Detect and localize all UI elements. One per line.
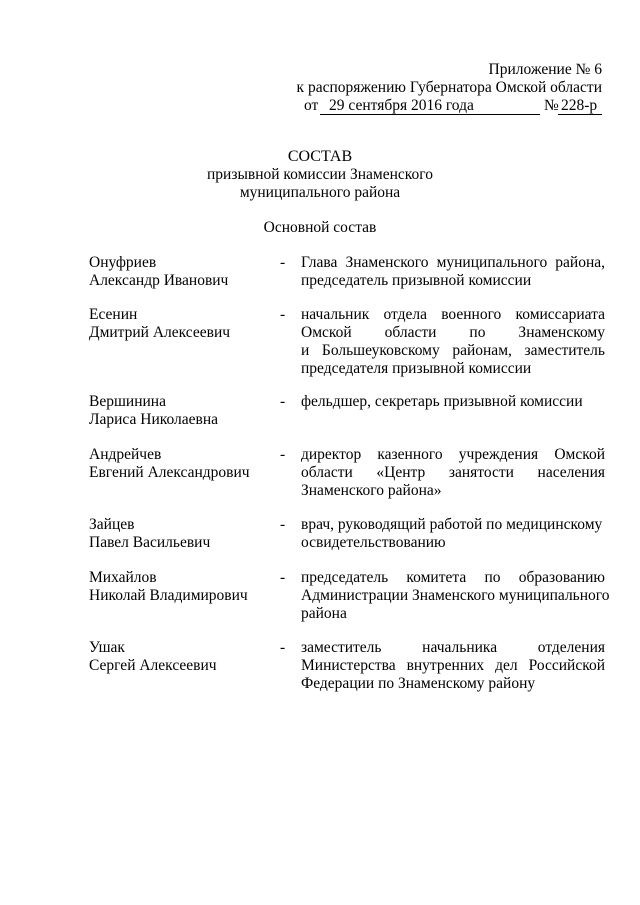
- member-name: [89, 306, 279, 342]
- role-line: области «Центр занятости населения: [301, 464, 605, 481]
- section-heading: Основной состав: [263, 219, 377, 236]
- member-given-name: Лариса Николаевна: [89, 411, 219, 428]
- role-line: фельдшер, секретарь призывной комиссии: [301, 393, 583, 410]
- member-role: [301, 254, 605, 290]
- member-surname: Онуфриев: [89, 254, 157, 271]
- member-surname: Вершинина: [89, 393, 166, 410]
- role-line: Знаменского района»: [301, 482, 442, 499]
- appendix-order-ref: к распоряжению Губернатора Омской области: [296, 79, 602, 96]
- role-line: Федерации по Знаменскому району: [301, 675, 536, 692]
- dash-separator: -: [280, 254, 286, 271]
- member-role: [301, 516, 605, 552]
- member-given-name: Сергей Алексеевич: [89, 657, 217, 674]
- role-line: Министерства внутренних дел Российской: [301, 657, 605, 674]
- member-given-name: Павел Васильевич: [89, 534, 211, 551]
- member-name: [89, 569, 279, 605]
- appendix-header: [297, 61, 602, 97]
- role-line: Администрации Знаменского муниципального: [301, 587, 610, 604]
- member-role: [301, 393, 605, 411]
- role-line: директор казенного учреждения Омской: [301, 446, 605, 463]
- order-date-line: [304, 97, 602, 115]
- dash-separator: -: [280, 569, 286, 586]
- role-line: председатель комитета по образованию: [301, 569, 605, 586]
- role-line: освидетельствованию: [301, 534, 446, 551]
- member-name: [89, 446, 279, 482]
- member-given-name: Евгений Александрович: [89, 464, 250, 481]
- dash-separator: -: [280, 516, 286, 533]
- member-given-name: Николай Владимирович: [89, 587, 248, 604]
- member-given-name: Дмитрий Алексеевич: [89, 324, 231, 341]
- order-date: 29 сентября 2016 года: [329, 97, 474, 114]
- appendix-number: Приложение № 6: [488, 61, 602, 78]
- role-line: Глава Знаменского муниципального района,: [301, 254, 605, 271]
- role-line: председатель призывной комиссии: [301, 272, 532, 289]
- member-role: [301, 306, 605, 378]
- member-surname: Есенин: [89, 306, 138, 323]
- member-role: [301, 639, 605, 693]
- role-line: района: [301, 605, 347, 622]
- title-line-2: призывной комиссии Знаменского: [207, 166, 433, 183]
- role-line: врач, руководящий работой по медицинскому: [301, 516, 603, 533]
- dash-separator: -: [280, 639, 286, 656]
- role-line: начальник отдела военного комиссариата: [301, 306, 605, 323]
- member-name: [89, 516, 279, 552]
- role-line: Омской области по Знаменскому: [301, 324, 605, 341]
- role-line: заместитель начальника отделения: [301, 639, 605, 656]
- document-title: СОСТАВ: [287, 148, 353, 165]
- dash-separator: -: [280, 393, 286, 410]
- role-line: председателя призывной комиссии: [301, 360, 532, 377]
- member-name: [89, 254, 279, 290]
- member-surname: Зайцев: [89, 516, 135, 533]
- member-surname: Михайлов: [89, 569, 157, 586]
- role-line: и Большеуковскому районам, заместитель: [301, 342, 605, 359]
- order-number: 228-р: [561, 97, 598, 114]
- member-given-name: Александр Иванович: [89, 272, 229, 289]
- member-name: [89, 393, 279, 429]
- title-line-3: муниципального района: [239, 184, 401, 201]
- dash-separator: -: [280, 446, 286, 463]
- member-name: [89, 639, 279, 675]
- number-label: №: [544, 97, 559, 114]
- dash-separator: -: [280, 306, 286, 323]
- member-surname: Андрейчев: [89, 446, 162, 463]
- member-role: [301, 446, 605, 500]
- from-label: от: [304, 97, 319, 114]
- member-role: [301, 569, 610, 623]
- member-surname: Ушак: [89, 639, 125, 656]
